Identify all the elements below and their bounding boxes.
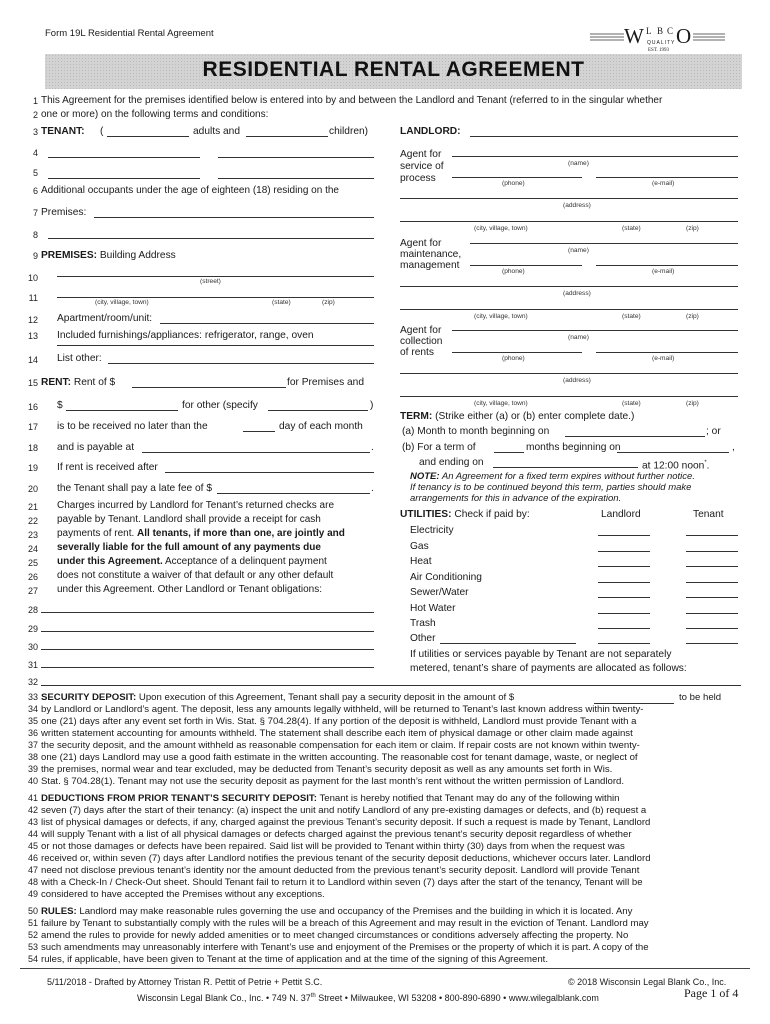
zip-caption: (zip) <box>686 313 699 320</box>
rules-line: rules, if applicable, have been given to Tenant at the time of application and at the time of the signing of this Agreement. <box>41 954 549 965</box>
line-number: 51 <box>27 918 38 928</box>
line-number: 24 <box>27 544 38 554</box>
late-fee-label: the Tenant shall pay a late fee of $ <box>57 483 212 494</box>
line-number: 7 <box>32 208 38 218</box>
other-tenant-check[interactable] <box>686 643 738 644</box>
note-label: NOTE: <box>410 471 440 482</box>
obligations-field-4[interactable] <box>41 667 374 668</box>
name-caption: (name) <box>568 160 589 167</box>
tenant-name-field-4[interactable] <box>218 178 374 179</box>
if-rent-label: If rent is received after <box>57 462 158 473</box>
trash-tenant-check[interactable] <box>686 628 738 629</box>
payable-at-field[interactable] <box>142 452 370 453</box>
line-number: 50 <box>27 906 38 916</box>
line-number: 44 <box>27 829 38 839</box>
note-text: An Agreement for a fixed term expires without further notice. <box>441 471 695 482</box>
charges-line-2: payable by Tenant. Landlord shall provide a receipt for cash <box>57 514 321 525</box>
line-number: 18 <box>27 443 38 453</box>
security-line: one (21) days Landlord may use a good faith estimate in the written accounting. The reasonable cost for tenant damage, waste, or neglect of <box>41 752 638 763</box>
line-number: 40 <box>27 776 38 786</box>
security-line-33-end: to be held <box>679 692 722 703</box>
address-caption: (address) <box>563 202 591 209</box>
line-number: 19 <box>27 463 38 473</box>
footer-divider <box>20 968 750 969</box>
close-paren: ) <box>370 400 374 411</box>
line-number: 17 <box>27 422 38 432</box>
late-fee-field[interactable] <box>217 493 370 494</box>
landlord-field[interactable] <box>470 136 738 137</box>
additional-occupants-label: Additional occupants under the age of eighteen (18) residing on the <box>41 185 339 196</box>
agent-maint-city-field[interactable] <box>400 309 738 310</box>
agent-maint-label-3: management <box>400 260 460 271</box>
rules-line-50 <box>41 906 632 918</box>
term-a-label: (a) Month to month beginning on <box>402 426 550 437</box>
obligations-field-1[interactable] <box>41 612 374 613</box>
col-landlord: Landlord <box>601 509 641 520</box>
agent-collect-phone-field[interactable] <box>452 352 582 353</box>
hotwater-landlord-check[interactable] <box>598 613 650 614</box>
charges-text: payments of rent. <box>57 528 135 539</box>
zip-caption: (zip) <box>686 400 699 407</box>
state-caption: (state) <box>272 299 291 306</box>
line-number: 52 <box>27 930 38 940</box>
phone-caption: (phone) <box>502 355 525 362</box>
noon-dot: . <box>706 460 710 472</box>
agent-service-label-1: Agent for <box>400 149 442 160</box>
security-line: the security deposit, and the amount withheld as reasonable compensation for each item or claim. If repair costs are not known within twenty- <box>41 740 640 751</box>
line-number: 49 <box>27 889 38 899</box>
line-number: 15 <box>27 378 38 388</box>
dot: . <box>371 483 374 494</box>
city-state-zip-field[interactable] <box>57 297 374 298</box>
charges-bold: All tenants, if more than one, are jointly and <box>137 528 345 539</box>
utility-trash: Trash <box>410 618 436 629</box>
tenant-name-field-1[interactable] <box>48 157 200 158</box>
rent-amount-field[interactable] <box>132 387 286 388</box>
sewer-landlord-check[interactable] <box>598 597 650 598</box>
logo-l: L <box>646 26 652 36</box>
premises-label: Premises: <box>41 207 87 218</box>
security-line: written statement accounting for amounts withheld. The statement shall describe each item of physical damage or other claim made against <box>41 728 633 739</box>
agent-maint-label-1: Agent for <box>400 238 442 249</box>
security-line: Stat. § 704.28(1). Tenant may not use the security deposit as payment for the last month’s rent without the written permission of Landlord. <box>41 776 625 787</box>
for-other-label: for other (specify <box>182 400 258 411</box>
charges-line-6: does not constitute a waiver of that default or any other default <box>57 570 334 581</box>
gas-landlord-check[interactable] <box>598 551 650 552</box>
state-caption: (state) <box>622 400 641 407</box>
rules-text: Landlord may make reasonable rules governing the use and occupancy of the Premises and the building in which it is located. Any <box>79 906 633 917</box>
deductions-line: will supply Tenant with a list of all physical damages or defects charged against the previous tenant’s security deposit regardless of whether <box>41 829 632 840</box>
agent-collect-label-2: collection <box>400 336 443 347</box>
occupants-field-1[interactable] <box>94 217 374 218</box>
utility-sewer-water: Sewer/Water <box>410 587 469 598</box>
street-caption: (street) <box>200 278 221 285</box>
line-number: 32 <box>27 677 38 687</box>
security-line-33 <box>41 692 514 704</box>
ending-date-field[interactable] <box>493 467 638 468</box>
line-number: 21 <box>27 502 38 512</box>
rules-line: failure by Tenant to substantially comply with the rules will be a breach of this Agreement and may result in the eviction of Tenant. Landlord may <box>41 918 649 929</box>
dollar-sign: $ <box>57 400 63 411</box>
utilities-instructions: Check if paid by: <box>454 509 530 520</box>
agent-service-email-field[interactable] <box>596 177 738 178</box>
line-number: 46 <box>27 853 38 863</box>
address-sup: th <box>310 993 316 999</box>
heat-tenant-check[interactable] <box>686 566 738 567</box>
line-number: 33 <box>27 692 38 702</box>
other-specify-field[interactable] <box>268 410 368 411</box>
city-caption: (city, village, town) <box>474 225 528 232</box>
line-number: 31 <box>27 660 38 670</box>
line-number: 2 <box>32 110 38 120</box>
city-caption: (city, village, town) <box>474 400 528 407</box>
term-heading <box>400 411 634 423</box>
term-b-mid: months beginning on <box>526 442 621 453</box>
phone-caption: (phone) <box>502 180 525 187</box>
footer-drafted: 5/11/2018 - Drafted by Attorney Tristan R. Pettit of Petrie + Pettit S.C. <box>47 977 323 987</box>
line-number: 8 <box>32 230 38 240</box>
electricity-landlord-check[interactable] <box>598 535 650 536</box>
line-number: 45 <box>27 841 38 851</box>
agent-maint-address-field[interactable] <box>400 286 738 287</box>
address-caption: (address) <box>563 290 591 297</box>
term-head: TERM: <box>400 411 433 422</box>
agent-service-address-field[interactable] <box>400 198 738 199</box>
charges-text: Acceptance of a delinquent payment <box>165 556 327 567</box>
line-number: 30 <box>27 642 38 652</box>
line-number: 13 <box>27 331 38 341</box>
note-line-3: arrangements for this in advance of the expiration. <box>410 493 622 504</box>
line-number: 22 <box>27 516 38 526</box>
utility-air-conditioning: Air Conditioning <box>410 572 482 583</box>
rules-line: such amendments may unreasonably interfere with Tenant’s use and enjoyment of the Premises or the property of which it is part. A copy of the <box>41 942 649 953</box>
line-number: 43 <box>27 817 38 827</box>
page-title: RESIDENTIAL RENTAL AGREEMENT <box>202 58 585 81</box>
tenant-label: TENANT: <box>41 126 85 137</box>
city-caption: (city, village, town) <box>95 299 149 306</box>
line-number: 10 <box>27 273 38 283</box>
line-number: 42 <box>27 805 38 815</box>
logo-w: W <box>624 24 644 48</box>
apartment-label: Apartment/room/unit: <box>57 313 153 324</box>
obligations-field-3[interactable] <box>41 649 374 650</box>
address-caption: (address) <box>563 377 591 384</box>
line-number: 41 <box>27 793 38 803</box>
line-number: 27 <box>27 586 38 596</box>
line-number: 36 <box>27 728 38 738</box>
deductions-head: DEDUCTIONS FROM PRIOR TENANT’S SECURITY DEPOSIT: <box>41 793 317 804</box>
logo-quality: QUALITY <box>647 40 676 46</box>
charges-line-3 <box>57 528 345 540</box>
furnishings-field[interactable] <box>57 345 374 346</box>
state-caption: (state) <box>622 225 641 232</box>
line-number: 5 <box>32 168 38 178</box>
term-a-date-field[interactable] <box>565 436 705 437</box>
line-number: 3 <box>32 127 38 137</box>
building-address-label: Building Address <box>99 250 176 261</box>
intro-line-2: one or more) on the following terms and conditions: <box>41 109 269 120</box>
late-date-field[interactable] <box>165 472 374 473</box>
line-number: 11 <box>28 293 38 303</box>
security-head: SECURITY DEPOSIT: <box>41 692 137 703</box>
deductions-line: need not disclose previous tenant’s identity nor the amount deducted from the previous tenant’s security deposit. Landlord will provide Tenant <box>41 865 640 876</box>
address-part-2: Street • Milwaukee, WI 53208 • 800-890-6890 • www.wilegalblank.com <box>315 993 599 1003</box>
street-field[interactable] <box>57 276 374 277</box>
rent-head: RENT: <box>41 377 71 388</box>
obligations-field-2[interactable] <box>41 631 374 632</box>
utility-electricity: Electricity <box>410 525 454 536</box>
tenant-name-field-2[interactable] <box>218 157 374 158</box>
line-number: 4 <box>32 148 38 158</box>
logo-est: EST. 1993 <box>648 48 670 53</box>
deductions-line: received or, within seven (7) days after Landlord notifies the previous tenant of the security deposit deductions, whichever occurs later. Landlord <box>41 853 651 864</box>
line-number: 34 <box>27 704 38 714</box>
footer-address <box>137 990 599 1004</box>
line-number: 14 <box>27 355 38 365</box>
ac-tenant-check[interactable] <box>686 582 738 583</box>
utility-hot-water: Hot Water <box>410 603 456 614</box>
other-landlord-check[interactable] <box>598 643 650 644</box>
agent-maint-label-2: maintenance, <box>400 249 462 260</box>
email-caption: (e-mail) <box>652 355 675 362</box>
utility-gas: Gas <box>410 541 429 552</box>
zip-caption: (zip) <box>686 225 699 232</box>
term-instructions: (Strike either (a) or (b) enter complete date.) <box>435 411 635 422</box>
noon-label: at 12:00 noon <box>642 460 705 472</box>
rent-line <box>41 377 115 389</box>
line-number: 28 <box>27 605 38 615</box>
utility-heat: Heat <box>410 556 432 567</box>
intro-line-1: This Agreement for the premises identified below is entered into by and between the Landlord and Tenant (referred to in the singular whether <box>41 95 663 106</box>
logo-b: B <box>657 26 664 36</box>
security-text: Upon execution of this Agreement, Tenant shall pay a security deposit in the amount of $ <box>138 692 515 703</box>
address-part-1: Wisconsin Legal Blank Co., Inc. • 749 N. 37 <box>137 993 311 1003</box>
agent-collect-address-field[interactable] <box>400 373 738 374</box>
line-number: 48 <box>27 877 38 887</box>
landlord-label: LANDLORD: <box>400 126 461 137</box>
deductions-line-41 <box>41 793 620 805</box>
email-caption: (e-mail) <box>652 268 675 275</box>
children-count-field[interactable] <box>246 136 328 137</box>
deductions-line: with a Check-In / Check-Out sheet. Should Tenant fail to return it to Landlord within seven (7) days after the start of the tenancy, Tenant will be <box>41 877 643 888</box>
agent-maint-email-field[interactable] <box>596 265 738 266</box>
note-line-2: If tenancy is to be continued beyond this term, parties should make <box>410 482 692 493</box>
page-number: Page 1 of 4 <box>684 986 739 1000</box>
agent-collect-label-3: of rents <box>400 347 434 358</box>
electricity-tenant-check[interactable] <box>686 535 738 536</box>
security-line: one (21) days after any event set forth in Wis. Stat. § 704.28(4). If any portion of the deposit is withheld, Landlord must provide Tenant with a <box>41 716 637 727</box>
name-caption: (name) <box>568 334 589 341</box>
agent-collect-label-1: Agent for <box>400 325 442 336</box>
rent-of-label: Rent of $ <box>73 377 116 388</box>
premises-head: PREMISES: <box>41 250 98 261</box>
premises-heading <box>41 250 176 262</box>
adults-count-field[interactable] <box>107 136 189 137</box>
charges-line-5 <box>57 556 327 568</box>
list-other-field[interactable] <box>108 363 374 364</box>
ac-landlord-check[interactable] <box>598 582 650 583</box>
col-tenant: Tenant <box>693 509 724 520</box>
line-number: 9 <box>32 251 38 261</box>
tenant-paren: ( <box>100 126 104 137</box>
agent-collect-city-field[interactable] <box>400 396 738 397</box>
logo-c: C <box>667 26 674 36</box>
line-number: 26 <box>27 572 38 582</box>
apartment-field[interactable] <box>160 323 374 324</box>
ending-on-label: and ending on <box>419 457 484 468</box>
security-line: by Landlord or Landlord’s agent. The deposit, less any amounts legally withheld, will be returned to Tenant’s last known address within twenty- <box>41 704 644 715</box>
other-utility-field[interactable] <box>440 643 576 644</box>
phone-caption: (phone) <box>502 268 525 275</box>
due-day-field[interactable] <box>243 431 275 432</box>
day-of-month-label: day of each month <box>279 421 363 432</box>
furnishings-label: Included furnishings/appliances: refrigerator, range, oven <box>57 330 314 341</box>
email-caption: (e-mail) <box>652 180 675 187</box>
term-b-label: (b) For a term of <box>402 442 476 453</box>
dot: . <box>371 442 374 453</box>
line-number: 29 <box>27 624 38 634</box>
utilities-note-1: If utilities or services payable by Tenant are not separately <box>410 649 672 660</box>
term-b-months-field[interactable] <box>494 452 524 453</box>
received-label: is to be received no later than the <box>57 421 208 432</box>
line-number: 35 <box>27 716 38 726</box>
other-amount-field[interactable] <box>66 410 178 411</box>
agent-service-phone-field[interactable] <box>452 177 582 178</box>
line-number: 39 <box>27 764 38 774</box>
trash-landlord-check[interactable] <box>598 628 650 629</box>
deductions-text: Tenant is hereby notified that Tenant may do any of the following within <box>319 793 620 804</box>
security-line: the premises, normal wear and tear excluded, may be deducted from Tenant’s security deposit as well as any amounts set forth in Wis. <box>41 764 613 775</box>
term-b-end: , <box>732 442 735 453</box>
children-label: children) <box>329 126 369 137</box>
agent-collect-name-field[interactable] <box>452 330 738 331</box>
deductions-line: list of physical damages or defects, if any, charged against the previous Tenant’s security deposit. If such a request is made by Tenant, Landlord <box>41 817 651 828</box>
rent-premises-label: for Premises and <box>287 377 365 388</box>
footer-copyright: © 2018 Wisconsin Legal Blank Co., Inc. <box>568 977 727 987</box>
obligations-field-5[interactable] <box>41 685 741 686</box>
agent-maint-phone-field[interactable] <box>470 265 582 266</box>
agent-service-label-2: service of <box>400 161 444 172</box>
charges-line-1: Charges incurred by Landlord for Tenant’s returned checks are <box>57 500 335 511</box>
line-number: 20 <box>27 484 38 494</box>
line-number: 25 <box>27 558 38 568</box>
line-number: 12 <box>27 315 38 325</box>
form-label: Form 19L Residential Rental Agreement <box>45 28 214 39</box>
list-other-label: List other: <box>57 353 102 364</box>
adults-label: adults and <box>193 126 241 137</box>
agent-service-name-field[interactable] <box>452 156 738 157</box>
deductions-line: or not those damages or defects have been repaired. Said list will be provided to Tenant within thirty (30) days from when the request was <box>41 841 625 852</box>
line-number: 38 <box>27 752 38 762</box>
line-number: 16 <box>27 402 38 412</box>
utility-other: Other <box>410 633 436 644</box>
utilities-heading <box>400 509 530 521</box>
line-number: 47 <box>27 865 38 875</box>
rules-head: RULES: <box>41 906 77 917</box>
charges-line-4: severally liable for the full amount of any payments due <box>57 542 321 553</box>
line-number: 37 <box>27 740 38 750</box>
agent-service-label-3: process <box>400 173 436 184</box>
utilities-head: UTILITIES: <box>400 509 452 520</box>
agent-collect-email-field[interactable] <box>596 352 738 353</box>
agent-maint-name-field[interactable] <box>470 243 738 244</box>
term-b-date-field[interactable] <box>617 452 729 453</box>
heat-landlord-check[interactable] <box>598 566 650 567</box>
deductions-line: seven (7) days after the start of their tenancy: (a) inspect the unit and notify Landlord of any pre-existing damages or defects, and (b) request a <box>41 805 647 816</box>
wlbc-logo <box>590 22 725 58</box>
gas-tenant-check[interactable] <box>686 551 738 552</box>
line-number: 54 <box>27 954 38 964</box>
line-number: 53 <box>27 942 38 952</box>
logo-o: O <box>676 24 692 48</box>
sewer-tenant-check[interactable] <box>686 597 738 598</box>
line-number: 23 <box>27 530 38 540</box>
charges-line-7: under this Agreement. Other Landlord or Tenant obligations: <box>57 584 322 595</box>
name-caption: (name) <box>568 247 589 254</box>
term-a-end: ; or <box>706 426 721 437</box>
rules-line: amend the rules to provide for newly added amenities or to meet changed circumstances or conditions adversely affecting the property. No <box>41 930 629 941</box>
noon-mark: * <box>704 460 707 466</box>
utilities-note-2: metered, tenant’s share of payments are allocated as follows: <box>410 663 687 674</box>
state-caption: (state) <box>622 313 641 320</box>
payable-at-label: and is payable at <box>57 442 135 453</box>
occupants-field-2[interactable] <box>48 238 374 239</box>
city-caption: (city, village, town) <box>474 313 528 320</box>
agent-service-city-field[interactable] <box>400 221 738 222</box>
tenant-name-field-3[interactable] <box>48 178 200 179</box>
line-number: 6 <box>32 186 38 196</box>
deductions-line: considered to have accepted the Premises without any exceptions. <box>41 889 325 900</box>
hotwater-tenant-check[interactable] <box>686 613 738 614</box>
zip-caption: (zip) <box>322 299 335 306</box>
charges-bold: under this Agreement. <box>57 556 163 567</box>
line-number: 1 <box>32 96 38 106</box>
